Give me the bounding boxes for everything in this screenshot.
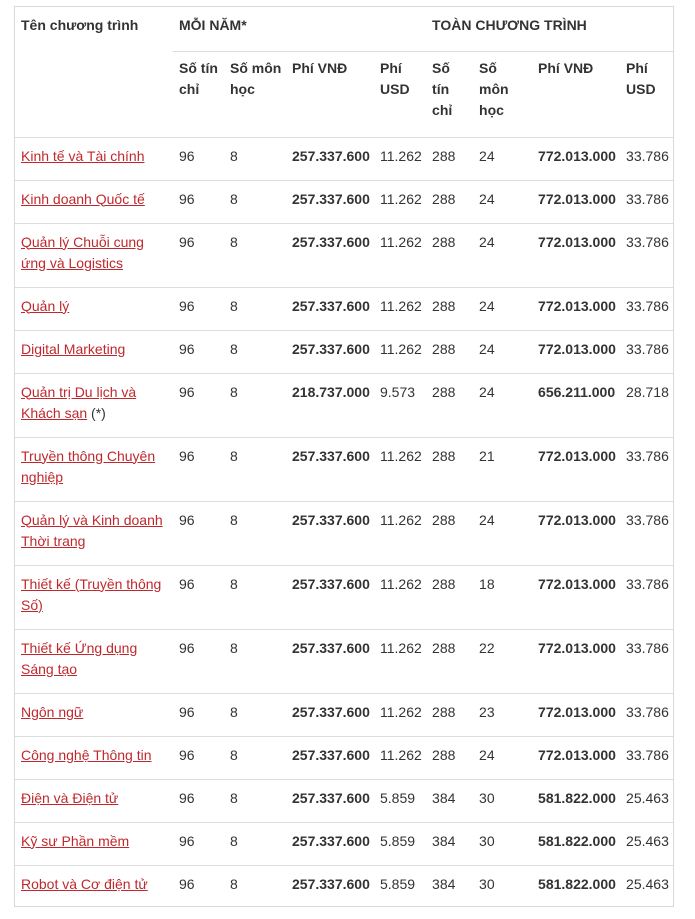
col-header-full-program: TOÀN CHƯƠNG TRÌNH [432, 17, 587, 33]
fee-usd-year-cell: 5.859 [380, 789, 416, 806]
program-name-cell [15, 330, 173, 373]
courses-total-cell: 30 [479, 832, 495, 849]
credits-year-cell: 96 [179, 190, 195, 207]
program-name-cell [15, 373, 173, 437]
credits-total-cell: 288 [432, 297, 456, 314]
fee-usd-total-cell: 33.786 [626, 233, 669, 250]
table-row [15, 373, 674, 437]
fee-vnd-year-cell: 257.337.600 [292, 832, 370, 849]
courses-year-cell: 8 [230, 190, 238, 207]
fee-usd-total-cell: 33.786 [626, 746, 669, 763]
fee-usd-year-cell: 11.262 [380, 340, 422, 357]
credits-total-cell: 288 [432, 703, 456, 720]
courses-total-cell: 24 [479, 297, 495, 314]
col-header-courses-year: Số môn học [224, 51, 286, 137]
courses-total-cell: 24 [479, 147, 495, 164]
credits-total-cell: 288 [432, 447, 456, 464]
table-row [15, 180, 674, 223]
fee-usd-year-cell: 9.573 [380, 383, 416, 400]
tuition-table [15, 7, 674, 907]
fee-vnd-total-cell: 772.013.000 [538, 575, 616, 592]
credits-total-cell: 288 [432, 575, 456, 592]
program-link[interactable]: Quản trị Du lịch và Khách sạn [21, 383, 137, 421]
table-row [15, 693, 674, 736]
courses-year-cell: 8 [230, 147, 238, 164]
fee-usd-total-cell: 28.718 [626, 383, 669, 400]
fee-vnd-total-cell: 772.013.000 [538, 639, 616, 656]
courses-total-cell: 22 [479, 639, 495, 656]
courses-year-cell: 8 [230, 789, 238, 806]
credits-total-cell: 288 [432, 340, 456, 357]
col-header-fee-vnd-total: Phí VNĐ [532, 51, 620, 137]
fee-usd-total-cell: 25.463 [626, 832, 669, 849]
program-link[interactable]: Kinh doanh Quốc tế [21, 190, 145, 207]
table-row [15, 223, 674, 287]
col-header-fee-usd-year: Phí USD [374, 51, 426, 137]
fee-vnd-year-cell: 257.337.600 [292, 746, 370, 763]
fee-usd-year-cell: 5.859 [380, 832, 416, 849]
fee-usd-total-cell: 33.786 [626, 703, 669, 720]
table-row [15, 287, 674, 330]
fee-usd-year-cell: 11.262 [380, 575, 422, 592]
fee-usd-total-cell: 33.786 [626, 297, 669, 314]
fee-usd-year-cell: 11.262 [380, 233, 422, 250]
table-row [15, 501, 674, 565]
program-link[interactable]: Điện và Điện tử [21, 789, 119, 806]
credits-total-cell: 288 [432, 511, 456, 528]
col-header-fee-usd-total: Phí USD [620, 51, 674, 137]
fee-usd-year-cell: 11.262 [380, 447, 422, 464]
fee-usd-year-cell: 11.262 [380, 297, 422, 314]
program-name-cell [15, 437, 173, 501]
table-row [15, 437, 674, 501]
courses-year-cell: 8 [230, 511, 238, 528]
credits-year-cell: 96 [179, 746, 195, 763]
program-name-cell [15, 180, 173, 223]
credits-year-cell: 96 [179, 511, 195, 528]
col-header-program: Tên chương trình [21, 17, 139, 33]
program-name-cell [15, 693, 173, 736]
courses-year-cell: 8 [230, 340, 238, 357]
fee-vnd-total-cell: 772.013.000 [538, 340, 616, 357]
courses-total-cell: 24 [479, 383, 495, 400]
fee-vnd-year-cell: 257.337.600 [292, 340, 370, 357]
col-header-credits-total: Số tín chỉ [426, 51, 473, 137]
credits-total-cell: 384 [432, 875, 456, 892]
fee-vnd-total-cell: 772.013.000 [538, 511, 616, 528]
fee-vnd-year-cell: 257.337.600 [292, 233, 370, 250]
fee-vnd-total-cell: 772.013.000 [538, 190, 616, 207]
program-link[interactable]: Ngôn ngữ [21, 703, 84, 720]
fee-usd-year-cell: 11.262 [380, 639, 422, 656]
fee-usd-year-cell: 11.262 [380, 703, 422, 720]
program-link[interactable]: Digital Marketing [21, 340, 126, 357]
fee-vnd-year-cell: 257.337.600 [292, 575, 370, 592]
courses-total-cell: 30 [479, 789, 495, 806]
fee-vnd-year-cell: 257.337.600 [292, 511, 370, 528]
credits-year-cell: 96 [179, 875, 195, 892]
fee-usd-total-cell: 33.786 [626, 340, 669, 357]
program-name-cell [15, 501, 173, 565]
table-row [15, 865, 674, 907]
courses-total-cell: 24 [479, 340, 495, 357]
fee-vnd-total-cell: 772.013.000 [538, 297, 616, 314]
credits-year-cell: 96 [179, 447, 195, 464]
courses-year-cell: 8 [230, 832, 238, 849]
fee-usd-total-cell: 25.463 [626, 875, 669, 892]
col-header-per-year: MỖI NĂM* [179, 17, 247, 33]
courses-year-cell: 8 [230, 703, 238, 720]
credits-total-cell: 288 [432, 190, 456, 207]
fee-usd-year-cell: 11.262 [380, 511, 422, 528]
courses-total-cell: 24 [479, 511, 495, 528]
program-name-cell [15, 736, 173, 779]
credits-year-cell: 96 [179, 575, 195, 592]
courses-year-cell: 8 [230, 383, 238, 400]
credits-year-cell: 96 [179, 832, 195, 849]
fee-usd-year-cell: 11.262 [380, 190, 422, 207]
courses-total-cell: 30 [479, 875, 495, 892]
fee-vnd-total-cell: 772.013.000 [538, 746, 616, 763]
credits-year-cell: 96 [179, 639, 195, 656]
fee-vnd-year-cell: 257.337.600 [292, 703, 370, 720]
table-row [15, 822, 674, 865]
fee-vnd-total-cell: 581.822.000 [538, 789, 616, 806]
credits-year-cell: 96 [179, 703, 195, 720]
fee-vnd-year-cell: 257.337.600 [292, 639, 370, 656]
table-row [15, 330, 674, 373]
table-row [15, 629, 674, 693]
courses-year-cell: 8 [230, 875, 238, 892]
table-body [15, 137, 674, 907]
fee-usd-total-cell: 25.463 [626, 789, 669, 806]
program-link[interactable]: Quản lý và Kinh doanh Thời trang [21, 511, 163, 549]
fee-usd-total-cell: 33.786 [626, 575, 669, 592]
fee-vnd-total-cell: 581.822.000 [538, 875, 616, 892]
courses-year-cell: 8 [230, 447, 238, 464]
program-name-cell [15, 223, 173, 287]
table-row [15, 137, 674, 180]
credits-total-cell: 288 [432, 639, 456, 656]
credits-total-cell: 288 [432, 233, 456, 250]
courses-year-cell: 8 [230, 639, 238, 656]
fee-vnd-total-cell: 656.211.000 [538, 383, 616, 400]
tuition-table-container [14, 6, 674, 907]
courses-total-cell: 23 [479, 703, 495, 720]
credits-total-cell: 288 [432, 147, 456, 164]
header-row-groups [15, 7, 674, 51]
program-note: (*) [87, 404, 106, 421]
courses-year-cell: 8 [230, 575, 238, 592]
fee-usd-total-cell: 33.786 [626, 639, 669, 656]
col-header-credits-year: Số tín chỉ [173, 51, 224, 137]
fee-usd-year-cell: 11.262 [380, 746, 422, 763]
credits-total-cell: 288 [432, 383, 456, 400]
fee-vnd-total-cell: 772.013.000 [538, 147, 616, 164]
program-name-cell [15, 565, 173, 629]
col-header-fee-vnd-year: Phí VNĐ [286, 51, 374, 137]
credits-year-cell: 96 [179, 383, 195, 400]
fee-vnd-year-cell: 257.337.600 [292, 875, 370, 892]
credits-year-cell: 96 [179, 297, 195, 314]
fee-vnd-year-cell: 257.337.600 [292, 190, 370, 207]
fee-usd-total-cell: 33.786 [626, 147, 669, 164]
fee-vnd-total-cell: 581.822.000 [538, 832, 616, 849]
fee-vnd-year-cell: 257.337.600 [292, 789, 370, 806]
courses-year-cell: 8 [230, 746, 238, 763]
courses-total-cell: 24 [479, 746, 495, 763]
credits-year-cell: 96 [179, 340, 195, 357]
fee-vnd-total-cell: 772.013.000 [538, 447, 616, 464]
program-link[interactable]: Truyền thông Chuyên nghiệp [21, 447, 156, 485]
fee-vnd-year-cell: 218.737.000 [292, 383, 370, 400]
program-link[interactable]: Kỹ sư Phần mềm [21, 832, 130, 849]
fee-usd-total-cell: 33.786 [626, 511, 669, 528]
courses-year-cell: 8 [230, 233, 238, 250]
credits-total-cell: 384 [432, 789, 456, 806]
fee-vnd-year-cell: 257.337.600 [292, 147, 370, 164]
courses-total-cell: 24 [479, 190, 495, 207]
credits-total-cell: 288 [432, 746, 456, 763]
credits-year-cell: 96 [179, 233, 195, 250]
table-row [15, 565, 674, 629]
program-link[interactable]: Quản lý Chuỗi cung ứng và Logistics [21, 233, 144, 271]
credits-year-cell: 96 [179, 789, 195, 806]
credits-total-cell: 384 [432, 832, 456, 849]
program-name-cell [15, 779, 173, 822]
fee-vnd-year-cell: 257.337.600 [292, 297, 370, 314]
fee-vnd-total-cell: 772.013.000 [538, 233, 616, 250]
program-link[interactable]: Quản lý [21, 297, 70, 314]
program-name-cell [15, 137, 173, 180]
program-link[interactable]: Thiết kế Ứng dụng Sáng tạo [21, 639, 138, 677]
col-header-courses-total: Số môn học [473, 51, 532, 137]
fee-usd-year-cell: 11.262 [380, 147, 422, 164]
program-link[interactable]: Công nghệ Thông tin [21, 746, 152, 763]
fee-usd-total-cell: 33.786 [626, 447, 669, 464]
courses-total-cell: 21 [479, 447, 495, 464]
courses-total-cell: 24 [479, 233, 495, 250]
program-name-cell [15, 822, 173, 865]
table-row [15, 779, 674, 822]
program-link[interactable]: Thiết kế (Truyền thông Số) [21, 575, 162, 613]
fee-usd-total-cell: 33.786 [626, 190, 669, 207]
program-link[interactable]: Kinh tế và Tài chính [21, 147, 145, 164]
fee-usd-year-cell: 5.859 [380, 875, 416, 892]
table-row [15, 736, 674, 779]
program-name-cell [15, 865, 173, 907]
program-name-cell [15, 287, 173, 330]
courses-total-cell: 18 [479, 575, 495, 592]
credits-year-cell: 96 [179, 147, 195, 164]
program-link[interactable]: Robot và Cơ điện tử [21, 875, 148, 892]
courses-year-cell: 8 [230, 297, 238, 314]
fee-vnd-year-cell: 257.337.600 [292, 447, 370, 464]
program-name-cell [15, 629, 173, 693]
fee-vnd-total-cell: 772.013.000 [538, 703, 616, 720]
